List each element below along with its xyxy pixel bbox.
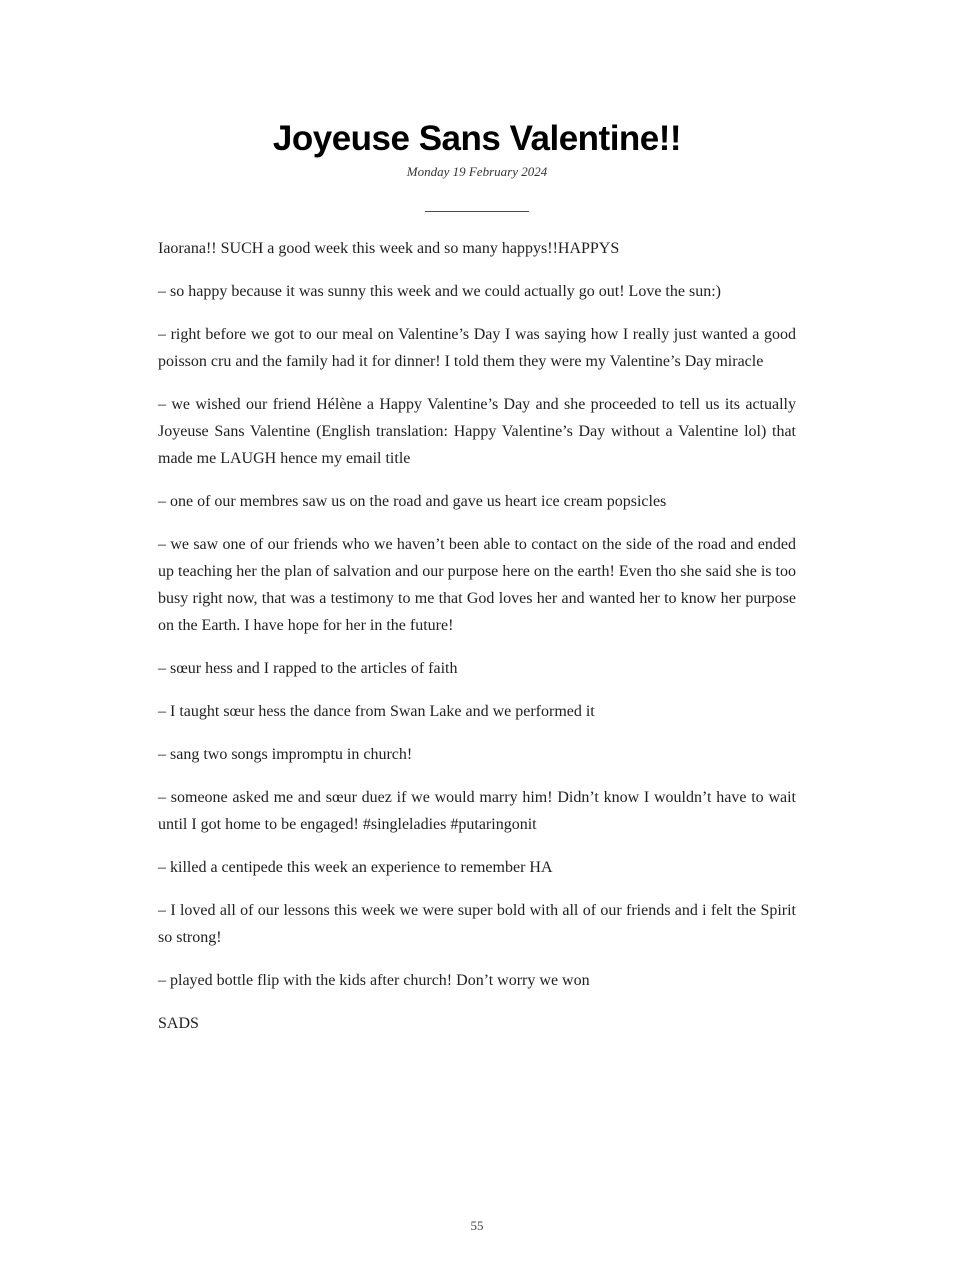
document-content bbox=[158, 0, 796, 1053]
body-paragraph: Iaorana!! SUCH a good week this week and so many happys!!HAPPYS bbox=[158, 240, 620, 257]
body-paragraph: – sang two songs impromptu in church! bbox=[158, 746, 413, 763]
body-paragraph: SADS bbox=[158, 1015, 199, 1032]
body-text bbox=[158, 235, 796, 1037]
section-divider: _____________ bbox=[425, 197, 529, 214]
body-paragraph: – right before we got to our meal on Valentine’s Day I was saying how I really just wanted a good poisson cru and the family had it for dinner! I told them they were my Valentine’s Day miracle bbox=[158, 326, 796, 370]
body-paragraph: – I loved all of our lessons this week we were super bold with all of our friends and i felt the Spirit so strong! bbox=[158, 902, 796, 946]
body-paragraph: – I taught sœur hess the dance from Swan Lake and we performed it bbox=[158, 703, 595, 720]
body-paragraph: – killed a centipede this week an experience to remember HA bbox=[158, 859, 553, 876]
body-paragraph: – we saw one of our friends who we haven’t been able to contact on the side of the road and ended up teaching her the plan of salvation and our purpose here on the earth! Even tho she said she is too busy right now, that was a testimony to me that God loves her and wanted her to know her purpose on the Earth. I have hope for her in the future! bbox=[158, 536, 796, 634]
body-paragraph: – we wished our friend Hélène a Happy Valentine’s Day and she proceeded to tell us its actually Joyeuse Sans Valentine (English translation: Happy Valentine’s Day without a Valentine lol) that made me LAUGH hence my email title bbox=[158, 396, 796, 467]
body-paragraph: – sœur hess and I rapped to the articles of faith bbox=[158, 660, 458, 677]
body-paragraph: – played bottle flip with the kids after church! Don’t worry we won bbox=[158, 972, 590, 989]
page-title: Joyeuse Sans Valentine!! bbox=[272, 119, 682, 158]
body-paragraph: – someone asked me and sœur duez if we would marry him! Didn’t know I wouldn’t have to wait until I got home to be engaged! #singleladies #putaringonit bbox=[158, 789, 796, 833]
body-paragraph: – one of our membres saw us on the road and gave us heart ice cream popsicles bbox=[158, 493, 667, 510]
date-subtitle: Monday 19 February 2024 bbox=[406, 164, 548, 179]
body-paragraph: – so happy because it was sunny this week and we could actually go out! Love the sun:) bbox=[158, 283, 721, 300]
page-number: 55 bbox=[470, 1218, 484, 1233]
